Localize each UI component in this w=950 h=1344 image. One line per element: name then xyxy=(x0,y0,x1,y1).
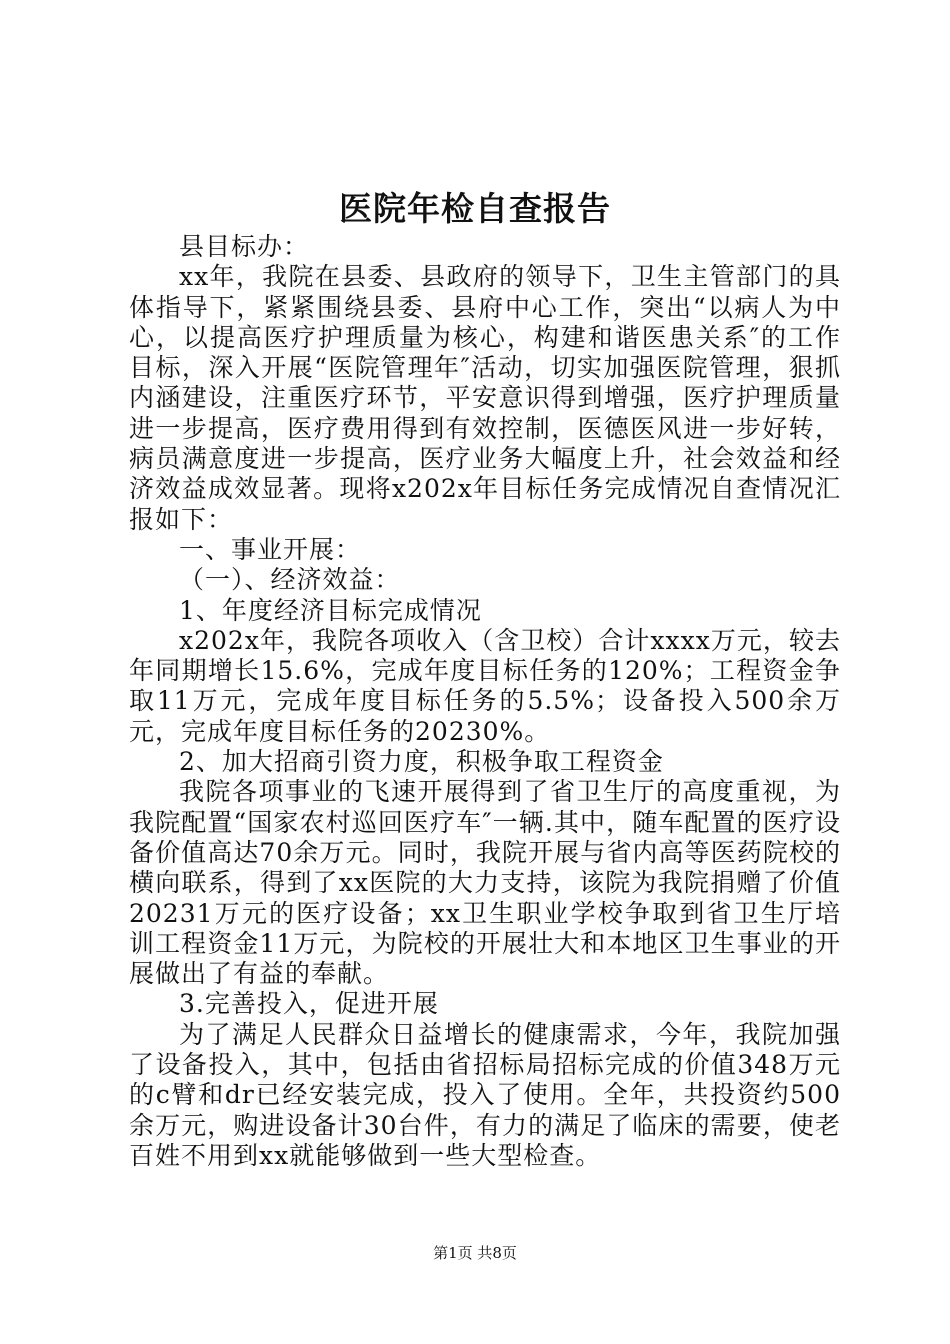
document-body xyxy=(129,232,841,1171)
item-heading-1: 1、年度经济目标完成情况 xyxy=(179,595,482,625)
paragraph-equipment: 为了满足人民群众日益增长的健康需求，今年，我院加强了设备投入，其中，包括由省招标局招标完成的价值348万元的c臂和dr已经安装完成，投入了使用。全年，共投资约500余万元，购进设备计30台件，有力的满足了临床的需要，使老百姓不用到xx就能够做到一些大型检查。 xyxy=(129,1019,841,1170)
item-heading-3: 3.完善投入，促进开展 xyxy=(179,989,439,1019)
paragraph-economic-targets: x202x年，我院各项收入（含卫校）合计xxxx万元，较去年同期增长15.6%，完成年度目标任务的120%；工程资金争取11万元，完成年度目标任务的5.5%；设备投入500余万元，完成年度目标任务的20230%。 xyxy=(129,625,841,746)
item-heading-2: 2、加大招商引资力度，积极争取工程资金 xyxy=(179,747,664,777)
salutation: 县目标办： xyxy=(179,232,310,261)
page-indicator: 第1页 共8页 xyxy=(433,1244,517,1262)
paragraph-intro: xx年，我院在县委、县政府的领导下，卫生主管部门的具体指导下，紧紧围绕县委、县府中心工作，突出“以病人为中心，以提高医疗护理质量为核心，构建和谐医患关系″的工作目标，深入开展“医院管理年″活动，切实加强医院管理，狠抓内涵建设，注重医疗环节，平安意识得到增强，医疗护理质量进一步提高，医疗费用得到有效控制，医德医风进一步好转，病员满意度进一步提高，医疗业务大幅度上升，社会效益和经济效益成效显著。现将x202x年目标任务完成情况自查情况汇报如下： xyxy=(129,262,841,534)
section-heading-1: 一、事业开展： xyxy=(179,534,362,564)
subsection-heading-economic: （一）、经济效益： xyxy=(179,565,401,595)
paragraph-investment: 我院各项事业的飞速开展得到了省卫生厅的高度重视，为我院配置“国家农村巡回医疗车″一辆.其中，随车配置的医疗设备价值高达70余万元。同时，我院开展与省内高等医药院校的横向联系，得到了xx医院的大力支持，该院为我院捐赠了价值20231万元的医疗设备；xx卫生职业学校争取到省卫生厅培训工程资金11万元，为院校的开展壮大和本地区卫生事业的开展做出了有益的奉献。 xyxy=(129,777,841,989)
document-title: 医院年检自查报告 xyxy=(339,189,611,228)
